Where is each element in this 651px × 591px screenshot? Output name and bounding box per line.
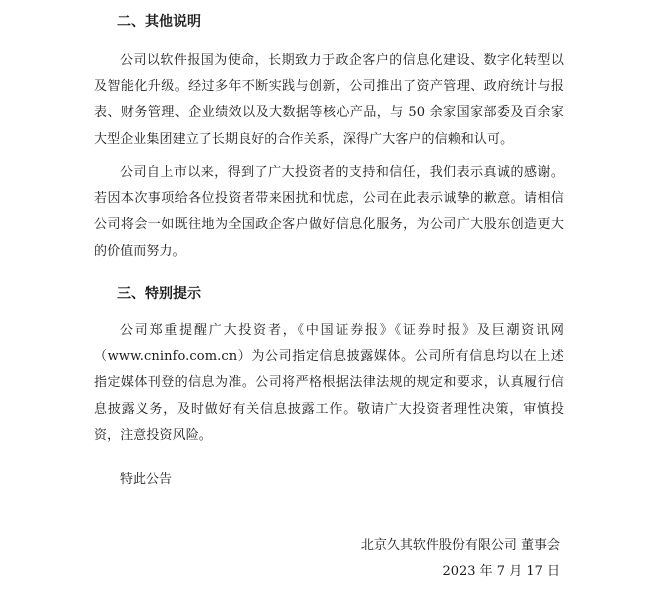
paragraph-investor-thanks: 公司自上市以来，得到了广大投资者的支持和信任，我们表示真诚的感谢。若因本次事项给各位投资者带来困扰和忧虑，公司在此表示诚挚的歉意。请相信公司将会一如既往地为全国政企客户做好信息化服务，为公司广大股东创造更大的价值而努力。 — [94, 165, 564, 259]
paragraph-disclosure-media: 公司郑重提醒广大投资者，《中国证券报》《证券时报》及巨潮资讯网（www.cninfo.com.cn）为公司指定信息披露媒体。公司所有信息均以在上述指定媒体刊登的信息为准。公司将严格根据法律法规的规定和要求，认真履行信息披露义务，及时做好有关信息披露工作。敬请广大投资者理性决策，审慎投资，注意投资风险。 — [94, 323, 564, 443]
closing-announcement: 特此公告 — [120, 472, 173, 487]
paragraph-company-mission: 公司以软件报国为使命，长期致力于政企客户的信息化建设、数字化转型以及智能化升级。经过多年不断实践与创新，公司推出了资产管理、政府统计与报表、财务管理、企业绩效以及大数据等核心产品，与 50 余家国家部委及百余家大型企业集团建立了长期良好的合作关系，深得广大客户的信赖和认可。 — [94, 53, 564, 147]
signature-date: 2023 年 7 月 17 日 — [442, 564, 560, 579]
section-heading-special-notice: 三、特别提示 — [117, 286, 201, 302]
signature-company: 北京久其软件股份有限公司 董事会 — [360, 538, 560, 553]
section-heading-other-notes: 二、其他说明 — [117, 14, 201, 30]
